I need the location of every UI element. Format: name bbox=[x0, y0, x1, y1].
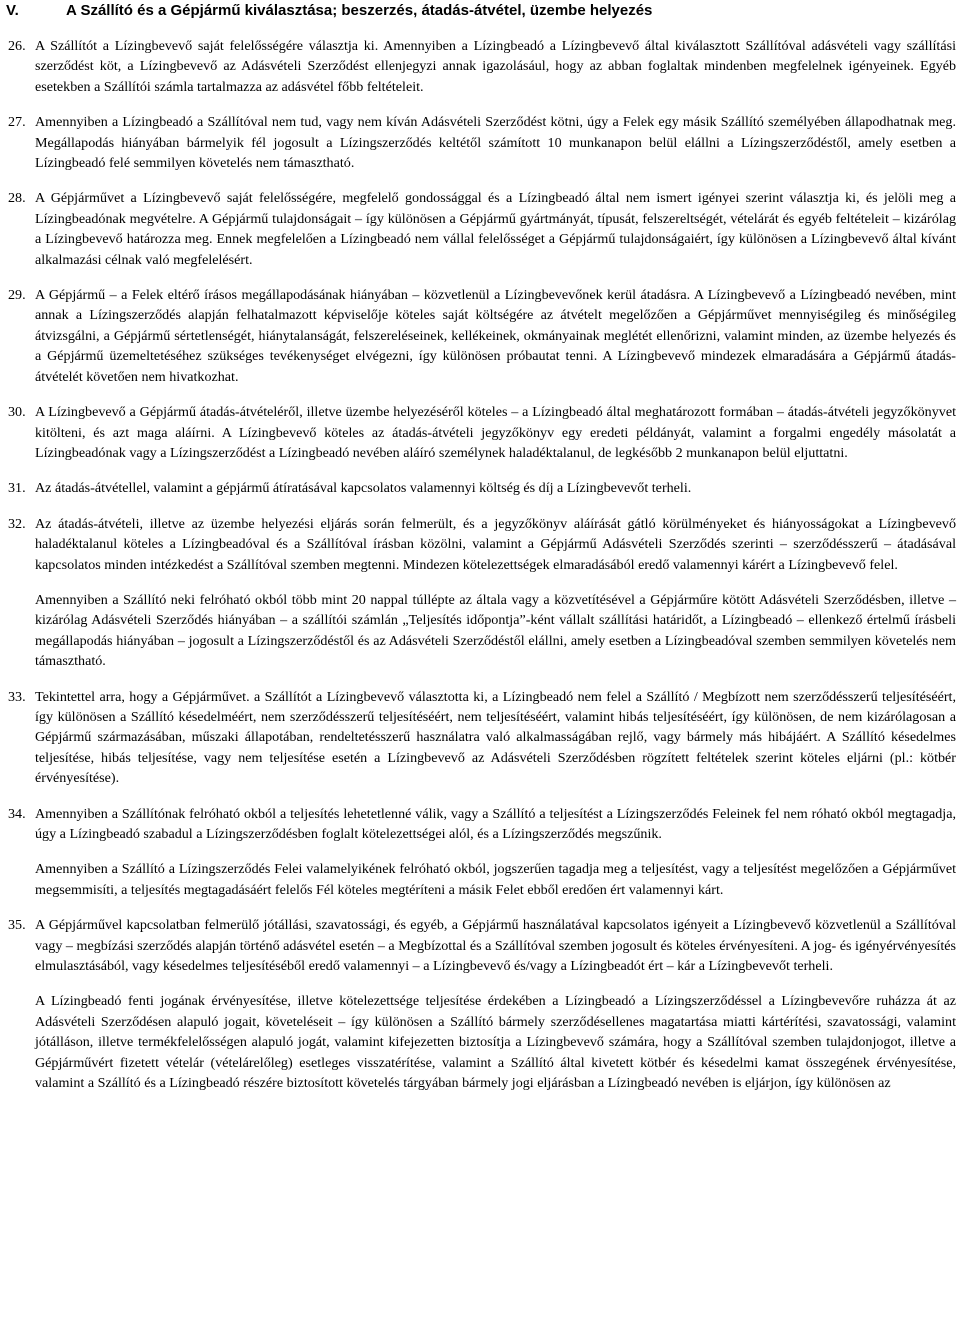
section-number: 28. bbox=[8, 190, 26, 207]
section-text: Amennyiben a Szállítónak felróható okból a teljesítés lehetetlenné válik, vagy a Szállító a teljesítést a Lízingszerződés Feleinek fel nem róható okból megtagadja, úgy a Lízingbeadó szabadul a Lízingszerződésben foglalt kötelezettségei alól, és a Lízingszerződés megszűnik. bbox=[35, 805, 956, 842]
section-32-continuation bbox=[8, 590, 956, 672]
section-text: Az átadás-átvételi, illetve az üzembe helyezési eljárás során felmerült, és a jegyzőkönyv aláírását gátló körülményeket és hiányosságokat a Lízingbevevő haladéktalanul köteles a Lízingbeadóval és a Szállítóval írásban közölni, valamint a Gépjármű Adásvételi Szerződés szerinti – szerződésszerű – átadásával kapcsolatos minden intézkedést a Szállítóval szemben megtenni. Mindezen kötelezettségek elmaradásából eredő valamennyi kárért a Lízingbevevő felel. bbox=[35, 515, 956, 573]
section-28 bbox=[8, 188, 956, 270]
chapter-number: V. bbox=[6, 2, 19, 19]
section-31 bbox=[8, 478, 956, 498]
section-number: 33. bbox=[8, 688, 26, 705]
section-text: Tekintettel arra, hogy a Gépjárművet. a Szállítót a Lízingbevevő választotta ki, a Lízingbeadó nem felel a Szállító / Megbízott nem szerződésszerű teljesítéséért, így különösen a Szállító késedelméért, nem szerződésszerű teljesítéséért, nem teljesítéséért, valamint hibás teljesítéséért, így különösen, de nem kizárólagosan a Gépjármű származásában, műszaki állapotában, rendeltetésszerű használatra való alkalmasságában rejlő, vagy bármely más hibájáért. A Szállító késedelmes teljesítése, hibás teljesítése, vagy nem teljesítése esetén a Lízingbevevő az Adásvételi Szerződésben rögzített feltételek szerint köteles eljárni (pl.: kötbér érvényesítése). bbox=[35, 688, 956, 787]
section-text: Amennyiben a Szállító a Lízingszerződés Felei valamelyikének felróható okból, jogszerűen tagadja meg a teljesítést, vagy a teljesítést megelőzően a Gépjárművet megsemmisíti, a teljesítés megtagadásáért felelős Fél köteles megtéríteni a másik Felet ebből eredően ért valamennyi kárt. bbox=[35, 861, 956, 898]
section-34 bbox=[8, 804, 956, 845]
section-text: A Szállítót a Lízingbevevő saját felelősségére választja ki. Amennyiben a Lízingbeadó a Lízingbevevő által kiválasztott Szállítóval adásvételi vagy szállítási szerződést köt, a Lízingbevevő az Adásvételi Szerződést ellenjegyzi annak igazolásául, hogy az abban foglaltak mindenben megfelelnek igényeinek. Egyéb esetekben a Szállítói számla tartalmazza az adásvétel főbb feltételeit. bbox=[35, 38, 956, 95]
section-text: A Gépjárművel kapcsolatban felmerülő jótállási, szavatossági, és egyéb, a Gépjármű használatával kapcsolatos igényeit a Lízingbevevő közvetlenül a Szállítóval vagy – megbízási szerződés alapján történő adásvétel esetén – a Megbízottal és a Szállítóval szemben jogosult és köteles érvényesíteni. A jog- és igényérvényesítés elmulasztásából, vagy késedelmes teljesítéséből eredő valamennyi – a Lízingbevevő és/vagy a Lízingbeadót ért – kár a Lízingbevevőt terheli. bbox=[35, 917, 956, 975]
section-27 bbox=[8, 112, 956, 173]
chapter-heading bbox=[6, 1, 946, 21]
section-number: 32. bbox=[8, 515, 26, 532]
section-35 bbox=[8, 915, 956, 976]
section-number: 27. bbox=[8, 114, 26, 131]
chapter-title: A Szállító és a Gépjármű kiválasztása; beszerzés, átadás-átvétel, üzembe helyezés bbox=[66, 2, 653, 19]
section-number: 31. bbox=[8, 480, 26, 497]
section-text: Amennyiben a Lízingbeadó a Szállítóval nem tud, vagy nem kíván Adásvételi Szerződést kötni, úgy a Felek egy másik Szállító személyében állapodhatnak meg. Megállapodás hiányában bármelyik fél jogosult a Lízingszerződés keltétől számított 10 munkanapon belül elállni a Lízingszerződéstől, amely esetben a Lízingbeadó felé semmilyen követelés nem támasztható. bbox=[35, 114, 956, 172]
document-body bbox=[8, 36, 956, 1093]
section-text: A Gépjármű – a Felek eltérő írásos megállapodásának hiányában – közvetlenül a Lízingbevevőnek kerül átadásra. A Lízingbevevő a Lízingbeadó nevében, mint annak a Lízingszerződés alapján felhatalmazott képviselője köteles saját költségére az átvételt megelőzően a Gépjárművet mennyiségileg és minőségileg átvizsgálni, a Gépjármű sértetlenségét, hiánytalanságát, felszereléseinek, kellékeinek, okmányainak meglétét ellenőrizni, valamint minden, az üzembe helyezés és a Gépjármű üzemeltetéséhez szükséges tevékenységet elvégezni, így különösen próbautat tenni. A Lízingbevevő mindezek elmaradására a Gépjármű átadás-átvételét követően nem hivatkozhat. bbox=[35, 287, 956, 385]
section-text: Amennyiben a Szállító neki felróható okból több mint 20 nappal túllépte az általa vagy a közvetítésével a Gépjárműre kötött Adásvételi Szerződésben, illetve – kizárólag Adásvételi Szerződés hiányában – a szállítói számlán „Teljesítés időpontja”-ként vállalt szállítási határidőt, a Lízingbeadó – ellenkező értelmű írásbeli megállapodás hiányában – jogosult a Lízingszerződéstől és az Adásvételi Szerződéstől elállni, amely esetben a Lízingbeadóval szemben semmilyen követelés nem támasztható. bbox=[35, 591, 956, 670]
section-number: 30. bbox=[8, 404, 26, 421]
section-number: 34. bbox=[8, 805, 26, 822]
section-text: A Lízingbeadó fenti jogának érvényesítése, illetve kötelezettsége teljesítése érdekében a Lízingbeadó a Lízingszerződéssel a Lízingbevevőre ruházza át az Adásvételi Szerződésen alapuló jogait, követeléseit – így különösen a Szállító bármely szerződésellenes magatartása miatti kártérítési, szavatossági, valamint jótálláson, illetve termékfelelősségen alapuló jogát, valamint kifejezetten biztosítja a Lízingbevevő számára, hogy a Szállítóval szemben tulajdonjogot, illetve a Gépjárművért fizetett vételár (vételárelőleg) esetleges visszatérítése, valamint a Szállító által kivetett kötbér és késedelmi kamat összegének érvényesítése, valamint a Szállító és a Lízingbeadó részére biztosított követelés tárgyában bármely jogi eljárásban a Lízingbeadó nevében is eljárjon, így különösen az bbox=[35, 993, 956, 1092]
section-29 bbox=[8, 285, 956, 387]
section-26 bbox=[8, 36, 956, 97]
section-33 bbox=[8, 687, 956, 789]
section-number: 29. bbox=[8, 287, 26, 304]
section-text: Az átadás-átvétellel, valamint a gépjármű átíratásával kapcsolatos valamennyi költség és díj a Lízingbevevőt terheli. bbox=[35, 480, 692, 497]
section-35-continuation bbox=[8, 991, 956, 1093]
section-text: A Gépjárművet a Lízingbevevő saját felelősségére, megfelelő gondossággal és a Lízingbeadó által nem ismert igényei szerint választja ki, és jelöli meg a Lízingbeadónak megvételre. A Gépjármű tulajdonságait – így különösen a Gépjármű gyártmányát, típusát, felszereltségét, vételárát és egyéb feltételeit – kizárólag a Lízingbevevő határozza meg. Ennek megfelelően a Lízingbeadó nem vállal felelősséget a Gépjármű tulajdonságaiért, így különösen a Lízingbevevő által kívánt alkalmazási célnak való megfelelésért. bbox=[35, 190, 956, 268]
section-34-continuation bbox=[8, 859, 956, 900]
section-number: 35. bbox=[8, 917, 26, 934]
section-32 bbox=[8, 514, 956, 575]
section-text: A Lízingbevevő a Gépjármű átadás-átvételéről, illetve üzembe helyezéséről köteles – a Lízingbeadó által meghatározott formában – átadás-átvételi jegyzőkönyvet kitölteni, és azt maga aláírni. A Lízingbevevő köteles az átadás-átvételi jegyzőkönyv egy eredeti példányát, valamint a forgalmi engedély másolatát a Lízingbeadónak vagy a Lízingszerződést a Lízingbeadó nevében aláíró személynek haladéktalanul, de legkésőbb 2 munkanapon belül eljuttatni. bbox=[35, 404, 956, 461]
section-number: 26. bbox=[8, 38, 26, 54]
section-30 bbox=[8, 402, 956, 463]
